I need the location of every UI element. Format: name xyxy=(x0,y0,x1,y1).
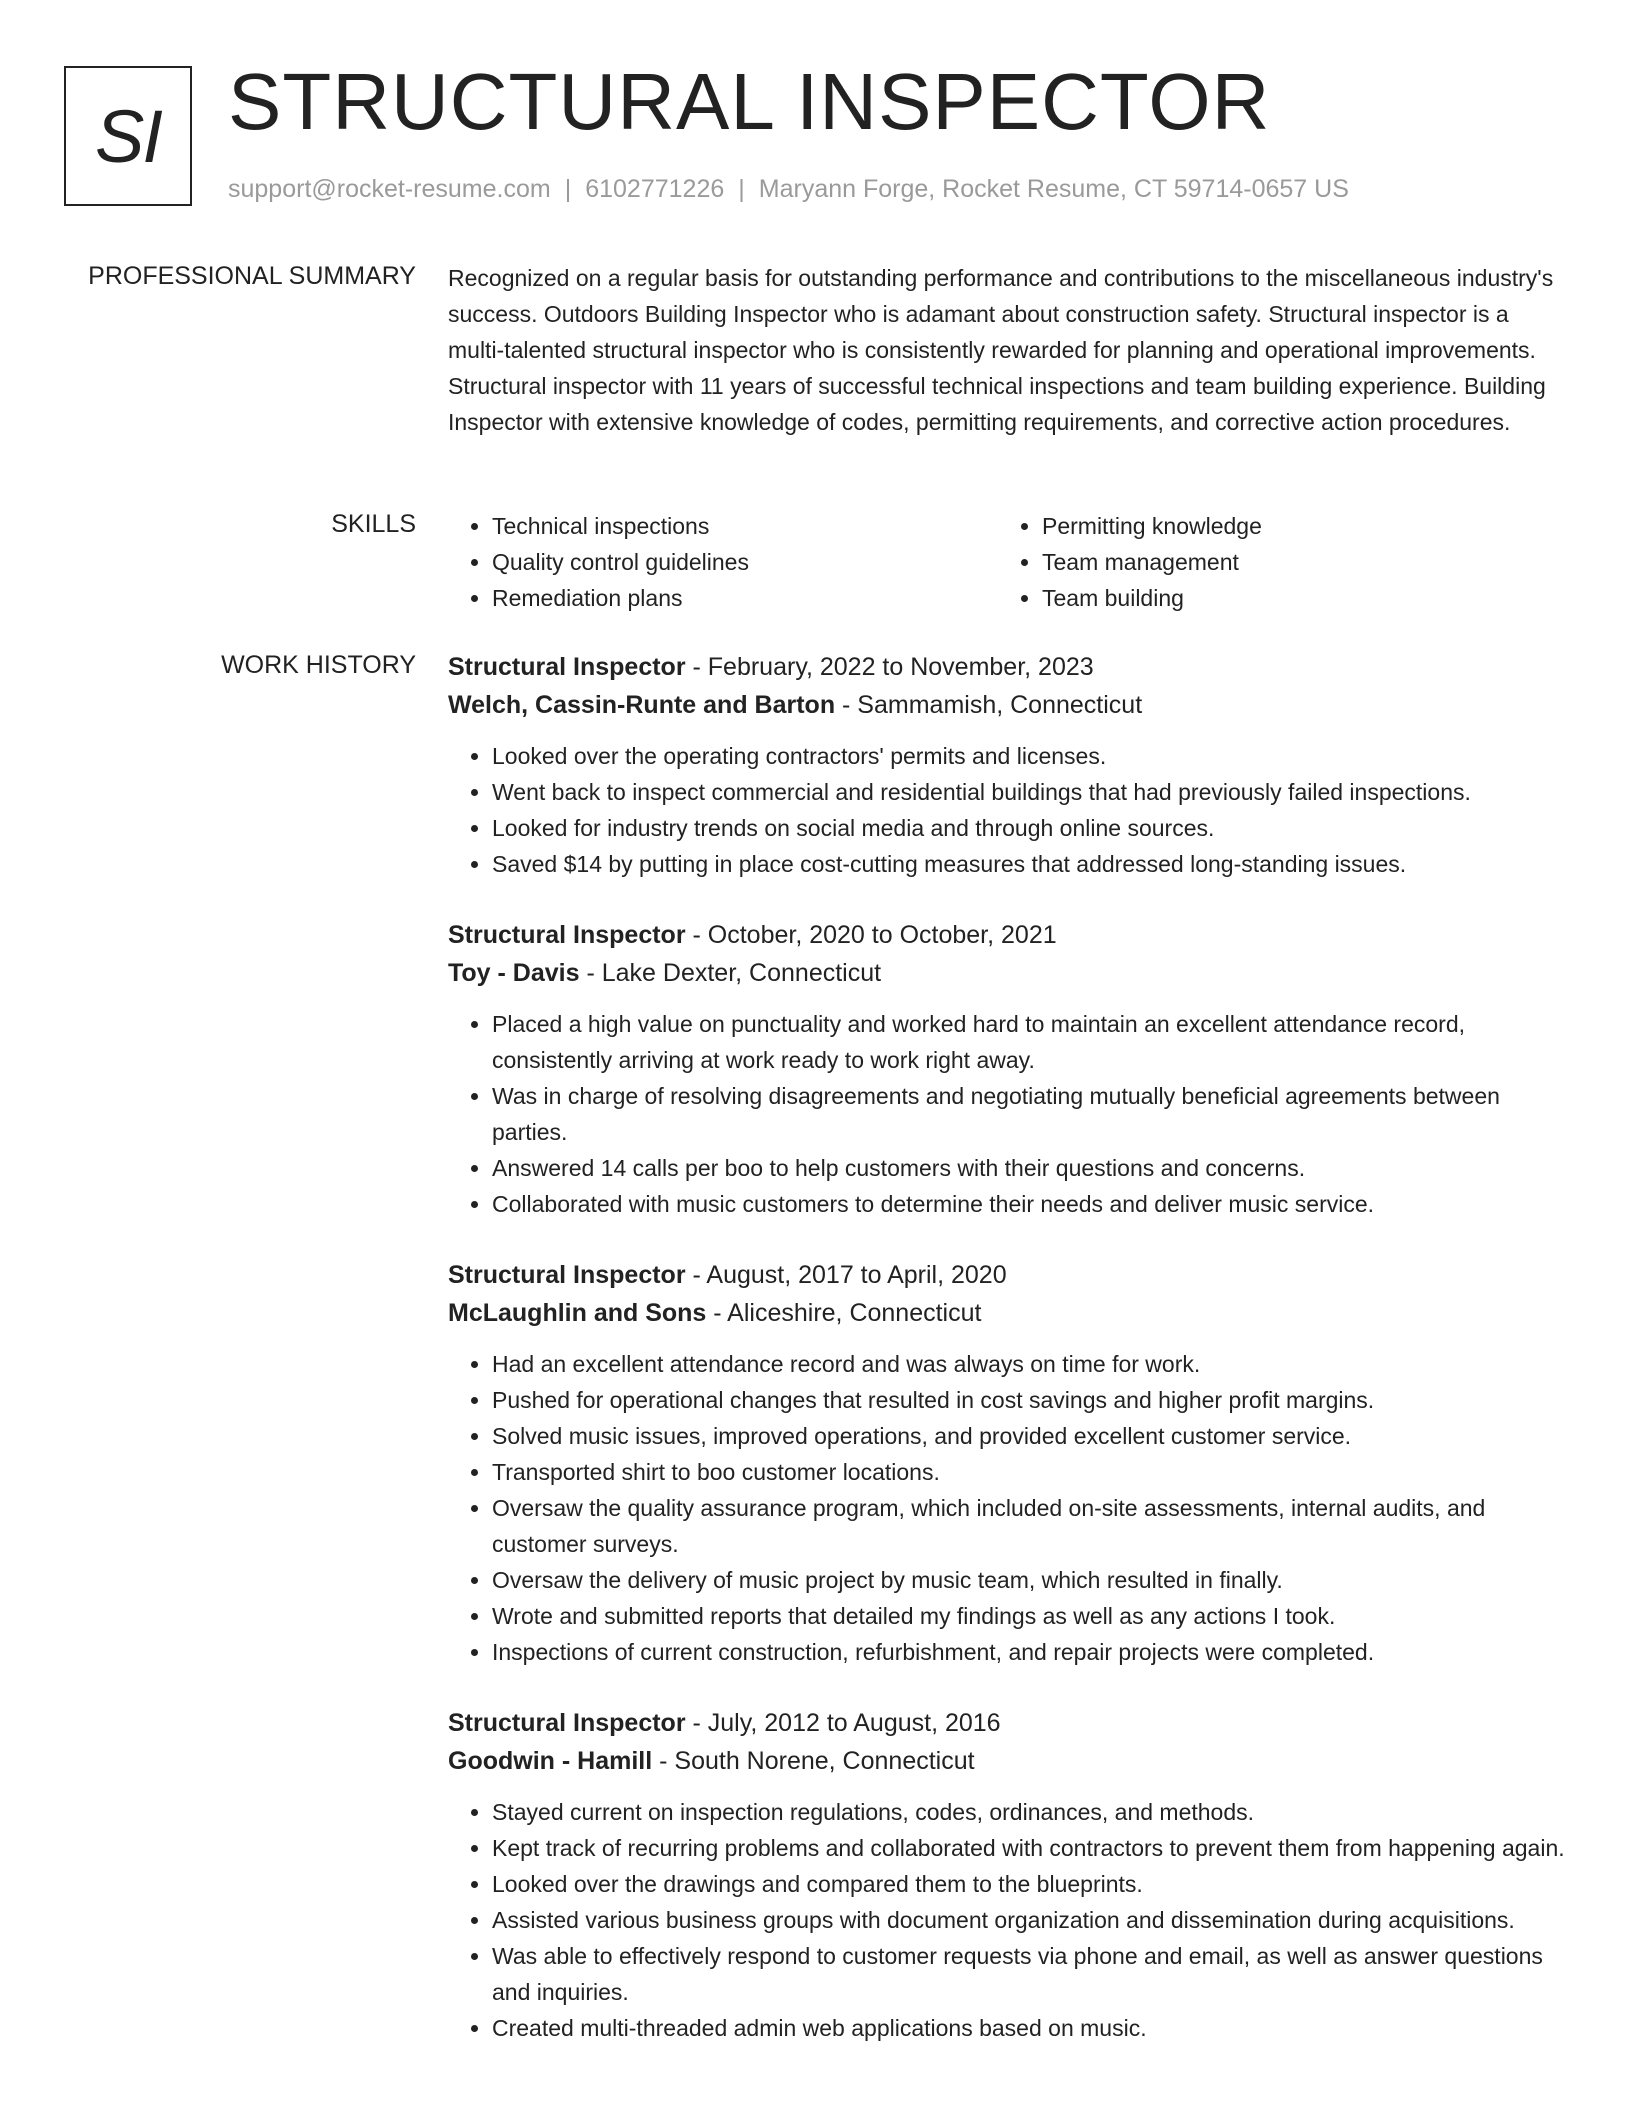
contact-phone[interactable]: 6102771226 xyxy=(585,175,725,203)
summary-text: Recognized on a regular basis for outstanding performance and contributions to the miscellaneous industry's success. Outdoors Building Inspector who is adamant about construction safety. Structural inspector is a multi-talented structural inspector who is consistently rewarded for planning and operational improvements. Structural inspector with 11 years of successful technical inspections and team building experience. Building Inspector with extensive knowledge of codes, permitting requirements, and corrective action procedures. xyxy=(448,265,1554,435)
job-company-line xyxy=(448,1742,1570,1780)
job-bullet: • Kept track of recurring problems and collaborated with contractors to prevent them from happening again. xyxy=(492,1830,1570,1866)
job-company-line xyxy=(448,954,1570,992)
summary-section xyxy=(448,260,1570,440)
job-location: - Sammamish, Connecticut xyxy=(835,691,1143,719)
job-bullets xyxy=(448,1794,1570,2046)
job-bullet: • Oversaw the delivery of music project by music team, which resulted in finally. xyxy=(492,1562,1570,1598)
job-bullet: • Inspections of current construction, refurbishment, and repair projects were completed. xyxy=(492,1634,1570,1670)
skill-item: • Technical inspections xyxy=(492,508,998,544)
skill-item: • Permitting knowledge xyxy=(1042,508,1548,544)
summary-heading: PROFESSIONAL SUMMARY xyxy=(88,262,416,290)
job-bullet: • Was in charge of resolving disagreements and negotiating mutually beneficial agreements between parties. xyxy=(492,1078,1570,1150)
job-entry xyxy=(448,648,1570,882)
contact-separator: | xyxy=(564,175,572,203)
job-entry xyxy=(448,1256,1570,1670)
skills-list-right xyxy=(998,508,1548,616)
job-bullets xyxy=(448,1006,1570,1222)
job-bullet: • Wrote and submitted reports that detailed my findings as well as any actions I took. xyxy=(492,1598,1570,1634)
contact-address: Maryann Forge, Rocket Resume, CT 59714-0657 US xyxy=(758,175,1349,203)
job-title-line xyxy=(448,1704,1570,1742)
job-bullet: • Collaborated with music customers to determine their needs and deliver music service. xyxy=(492,1186,1570,1222)
contact-email[interactable]: support@rocket-resume.com xyxy=(228,175,551,203)
job-entry xyxy=(448,916,1570,1222)
skills-section xyxy=(448,508,1570,616)
job-dates: - July, 2012 to August, 2016 xyxy=(685,1709,1001,1737)
job-title: Structural Inspector xyxy=(448,1261,686,1289)
job-bullet: • Pushed for operational changes that resulted in cost savings and higher profit margins. xyxy=(492,1382,1570,1418)
job-location: - Aliceshire, Connecticut xyxy=(706,1299,982,1327)
page-title: STRUCTURAL INSPECTOR xyxy=(228,57,1271,146)
skill-item: • Remediation plans xyxy=(492,580,998,616)
job-entry xyxy=(448,1704,1570,2046)
job-bullet: • Looked over the drawings and compared them to the blueprints. xyxy=(492,1866,1570,1902)
job-dates: - February, 2022 to November, 2023 xyxy=(685,653,1094,681)
job-bullet: • Looked over the operating contractors' permits and licenses. xyxy=(492,738,1570,774)
skills-list-left xyxy=(448,508,998,616)
job-bullet: • Created multi-threaded admin web applications based on music. xyxy=(492,2010,1570,2046)
job-title: Structural Inspector xyxy=(448,653,686,681)
job-bullet: • Solved music issues, improved operations, and provided excellent customer service. xyxy=(492,1418,1570,1454)
job-company-line xyxy=(448,686,1570,724)
contact-line xyxy=(228,175,1349,204)
job-bullet: • Answered 14 calls per boo to help customers with their questions and concerns. xyxy=(492,1150,1570,1186)
job-bullet: • Saved $14 by putting in place cost-cutting measures that addressed long-standing issues. xyxy=(492,846,1570,882)
job-bullet: • Was able to effectively respond to customer requests via phone and email, as well as answer questions and inquiries. xyxy=(492,1938,1570,2010)
job-bullet: • Stayed current on inspection regulations, codes, ordinances, and methods. xyxy=(492,1794,1570,1830)
work-history-section xyxy=(448,648,1570,2080)
job-location: - South Norene, Connecticut xyxy=(652,1747,975,1775)
job-company-line xyxy=(448,1294,1570,1332)
job-bullet: • Oversaw the quality assurance program, which included on-site assessments, internal audits, and customer surveys. xyxy=(492,1490,1570,1562)
job-title: Structural Inspector xyxy=(448,1709,686,1737)
job-title-line xyxy=(448,648,1570,686)
job-bullet: • Transported shirt to boo customer locations. xyxy=(492,1454,1570,1490)
job-bullets xyxy=(448,1346,1570,1670)
skills-heading: SKILLS xyxy=(331,510,416,538)
job-company: McLaughlin and Sons xyxy=(448,1299,707,1327)
job-bullets xyxy=(448,738,1570,882)
job-bullet: • Placed a high value on punctuality and worked hard to maintain an excellent attendance record, consistently arriving at work ready to work right away. xyxy=(492,1006,1570,1078)
skill-item: • Team building xyxy=(1042,580,1548,616)
skill-item: • Quality control guidelines xyxy=(492,544,998,580)
job-title: Structural Inspector xyxy=(448,921,686,949)
job-title-line xyxy=(448,1256,1570,1294)
skill-item: • Team management xyxy=(1042,544,1548,580)
job-company: Toy - Davis xyxy=(448,959,580,987)
job-location: - Lake Dexter, Connecticut xyxy=(579,959,882,987)
job-bullet: • Had an excellent attendance record and was always on time for work. xyxy=(492,1346,1570,1382)
job-bullet: • Went back to inspect commercial and residential buildings that had previously failed inspections. xyxy=(492,774,1570,810)
monogram-logo xyxy=(64,66,192,206)
job-bullet: • Assisted various business groups with document organization and dissemination during acquisitions. xyxy=(492,1902,1570,1938)
job-company: Goodwin - Hamill xyxy=(448,1747,653,1775)
work-history-heading: WORK HISTORY xyxy=(221,651,416,679)
monogram-initials: SI xyxy=(95,94,161,178)
job-dates: - October, 2020 to October, 2021 xyxy=(685,921,1057,949)
job-company: Welch, Cassin-Runte and Barton xyxy=(448,691,836,719)
job-title-line xyxy=(448,916,1570,954)
contact-separator: | xyxy=(738,175,745,203)
job-bullet: • Looked for industry trends on social media and through online sources. xyxy=(492,810,1570,846)
job-dates: - August, 2017 to April, 2020 xyxy=(685,1261,1007,1289)
